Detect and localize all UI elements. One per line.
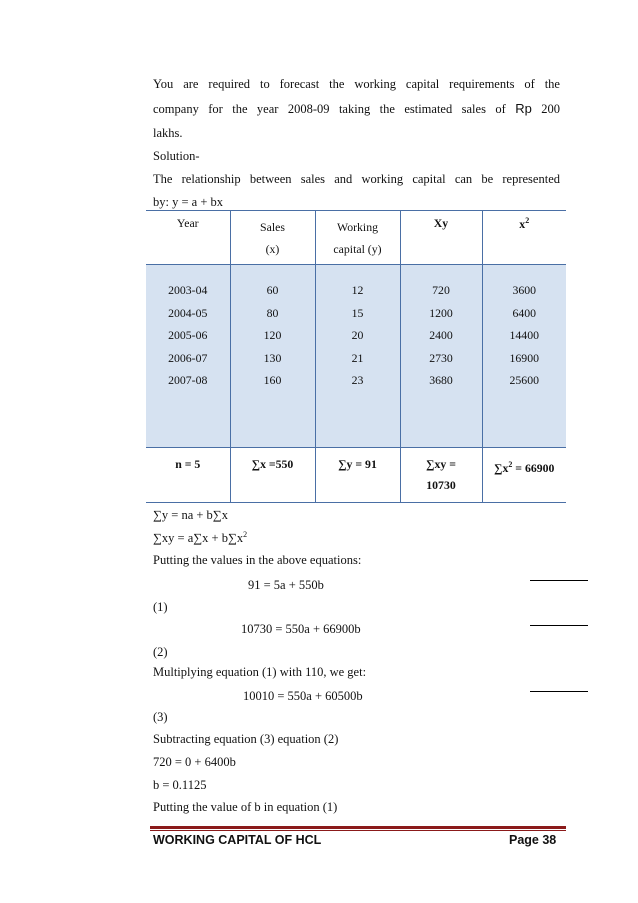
footer-rule-thick bbox=[150, 826, 566, 829]
total-sum-x-squared: $\sum x^2 = 66900$ bbox=[482, 448, 566, 503]
normal-equation-2: $\sum xy = a\sum x + b\sum x^2$ bbox=[153, 530, 248, 546]
multiplying-text: Multiplying equation (1) with 110, we get: bbox=[153, 665, 367, 679]
equation-2-rule bbox=[530, 625, 588, 626]
equation-3-rule bbox=[530, 691, 588, 692]
intro-amount: 200 bbox=[541, 102, 561, 116]
intro-line-1: You are required to forecast the working capital requirements of the bbox=[153, 77, 560, 91]
page-number: Page 38 bbox=[509, 833, 557, 847]
table-row: 2007-08 bbox=[168, 373, 208, 387]
subtracting-text: Subtracting equation (3) equation (2) bbox=[153, 732, 339, 746]
col-sales-values: 60 80 120 130 160 bbox=[230, 265, 315, 448]
equation-1: 91 = 5a + 550b bbox=[248, 578, 324, 592]
table-body-row bbox=[146, 265, 566, 448]
putting-values-text: Putting the values in the above equations: bbox=[153, 553, 362, 567]
table-row: 2006-07 bbox=[168, 350, 208, 365]
intro-line-3: lakhs. bbox=[153, 126, 183, 140]
sales-working-capital-table bbox=[146, 210, 566, 503]
footer-rule-thin bbox=[150, 830, 566, 831]
col-year-values bbox=[146, 265, 230, 448]
header-year: Year bbox=[146, 211, 230, 265]
normal-equation-1: ∑y = na + b∑x bbox=[153, 508, 228, 522]
header-sales: Sales (x) bbox=[230, 211, 315, 265]
col-xy-values: 720 1200 2400 2730 3680 bbox=[400, 265, 482, 448]
col-x-squared-values: 3600 6400 14400 16900 25600 bbox=[482, 265, 566, 448]
table-header-row bbox=[146, 211, 566, 265]
result-b-value: b = 0.1125 bbox=[153, 778, 207, 792]
equation-1-rule bbox=[530, 580, 588, 581]
equation-2: 10730 = 550a + 66900b bbox=[241, 622, 361, 636]
intro-line-6: by: y = a + bx bbox=[153, 195, 223, 209]
header-x-squared: $x^2$ bbox=[519, 216, 530, 231]
currency-rp: Rp bbox=[515, 101, 532, 116]
equation-2-label: (2) bbox=[153, 645, 168, 659]
table-row: 2003-04 bbox=[168, 283, 208, 297]
solution-heading: Solution- bbox=[153, 149, 200, 163]
table-row: 2005-06 bbox=[168, 328, 208, 342]
intro-line-2-text: company for the year 2008-09 taking the estimated sales of bbox=[153, 102, 506, 116]
header-xy: Xy bbox=[400, 211, 482, 265]
intro-line-5: The relationship between sales and working capital can be represented bbox=[153, 172, 560, 186]
footer-title: WORKING CAPITAL OF HCL bbox=[153, 833, 322, 847]
equation-3: 10010 = 550a + 60500b bbox=[243, 689, 363, 703]
total-sum-x: ∑x =550 bbox=[230, 448, 315, 503]
intro-line-2 bbox=[153, 101, 560, 117]
table-row: 2004-05 bbox=[168, 305, 208, 320]
table-totals-row bbox=[146, 448, 566, 503]
equation-1-label: (1) bbox=[153, 600, 168, 614]
equation-3-label: (3) bbox=[153, 710, 168, 724]
total-sum-xy: ∑xy = 10730 bbox=[400, 448, 482, 503]
putting-b-text: Putting the value of b in equation (1) bbox=[153, 800, 338, 814]
col-working-capital-values: 12 15 20 21 23 bbox=[315, 265, 400, 448]
header-working-capital: Working capital (y) bbox=[315, 211, 400, 265]
total-n: n = 5 bbox=[146, 448, 230, 503]
result-line-1: 720 = 0 + 6400b bbox=[153, 755, 236, 769]
total-sum-y: ∑y = 91 bbox=[315, 448, 400, 503]
